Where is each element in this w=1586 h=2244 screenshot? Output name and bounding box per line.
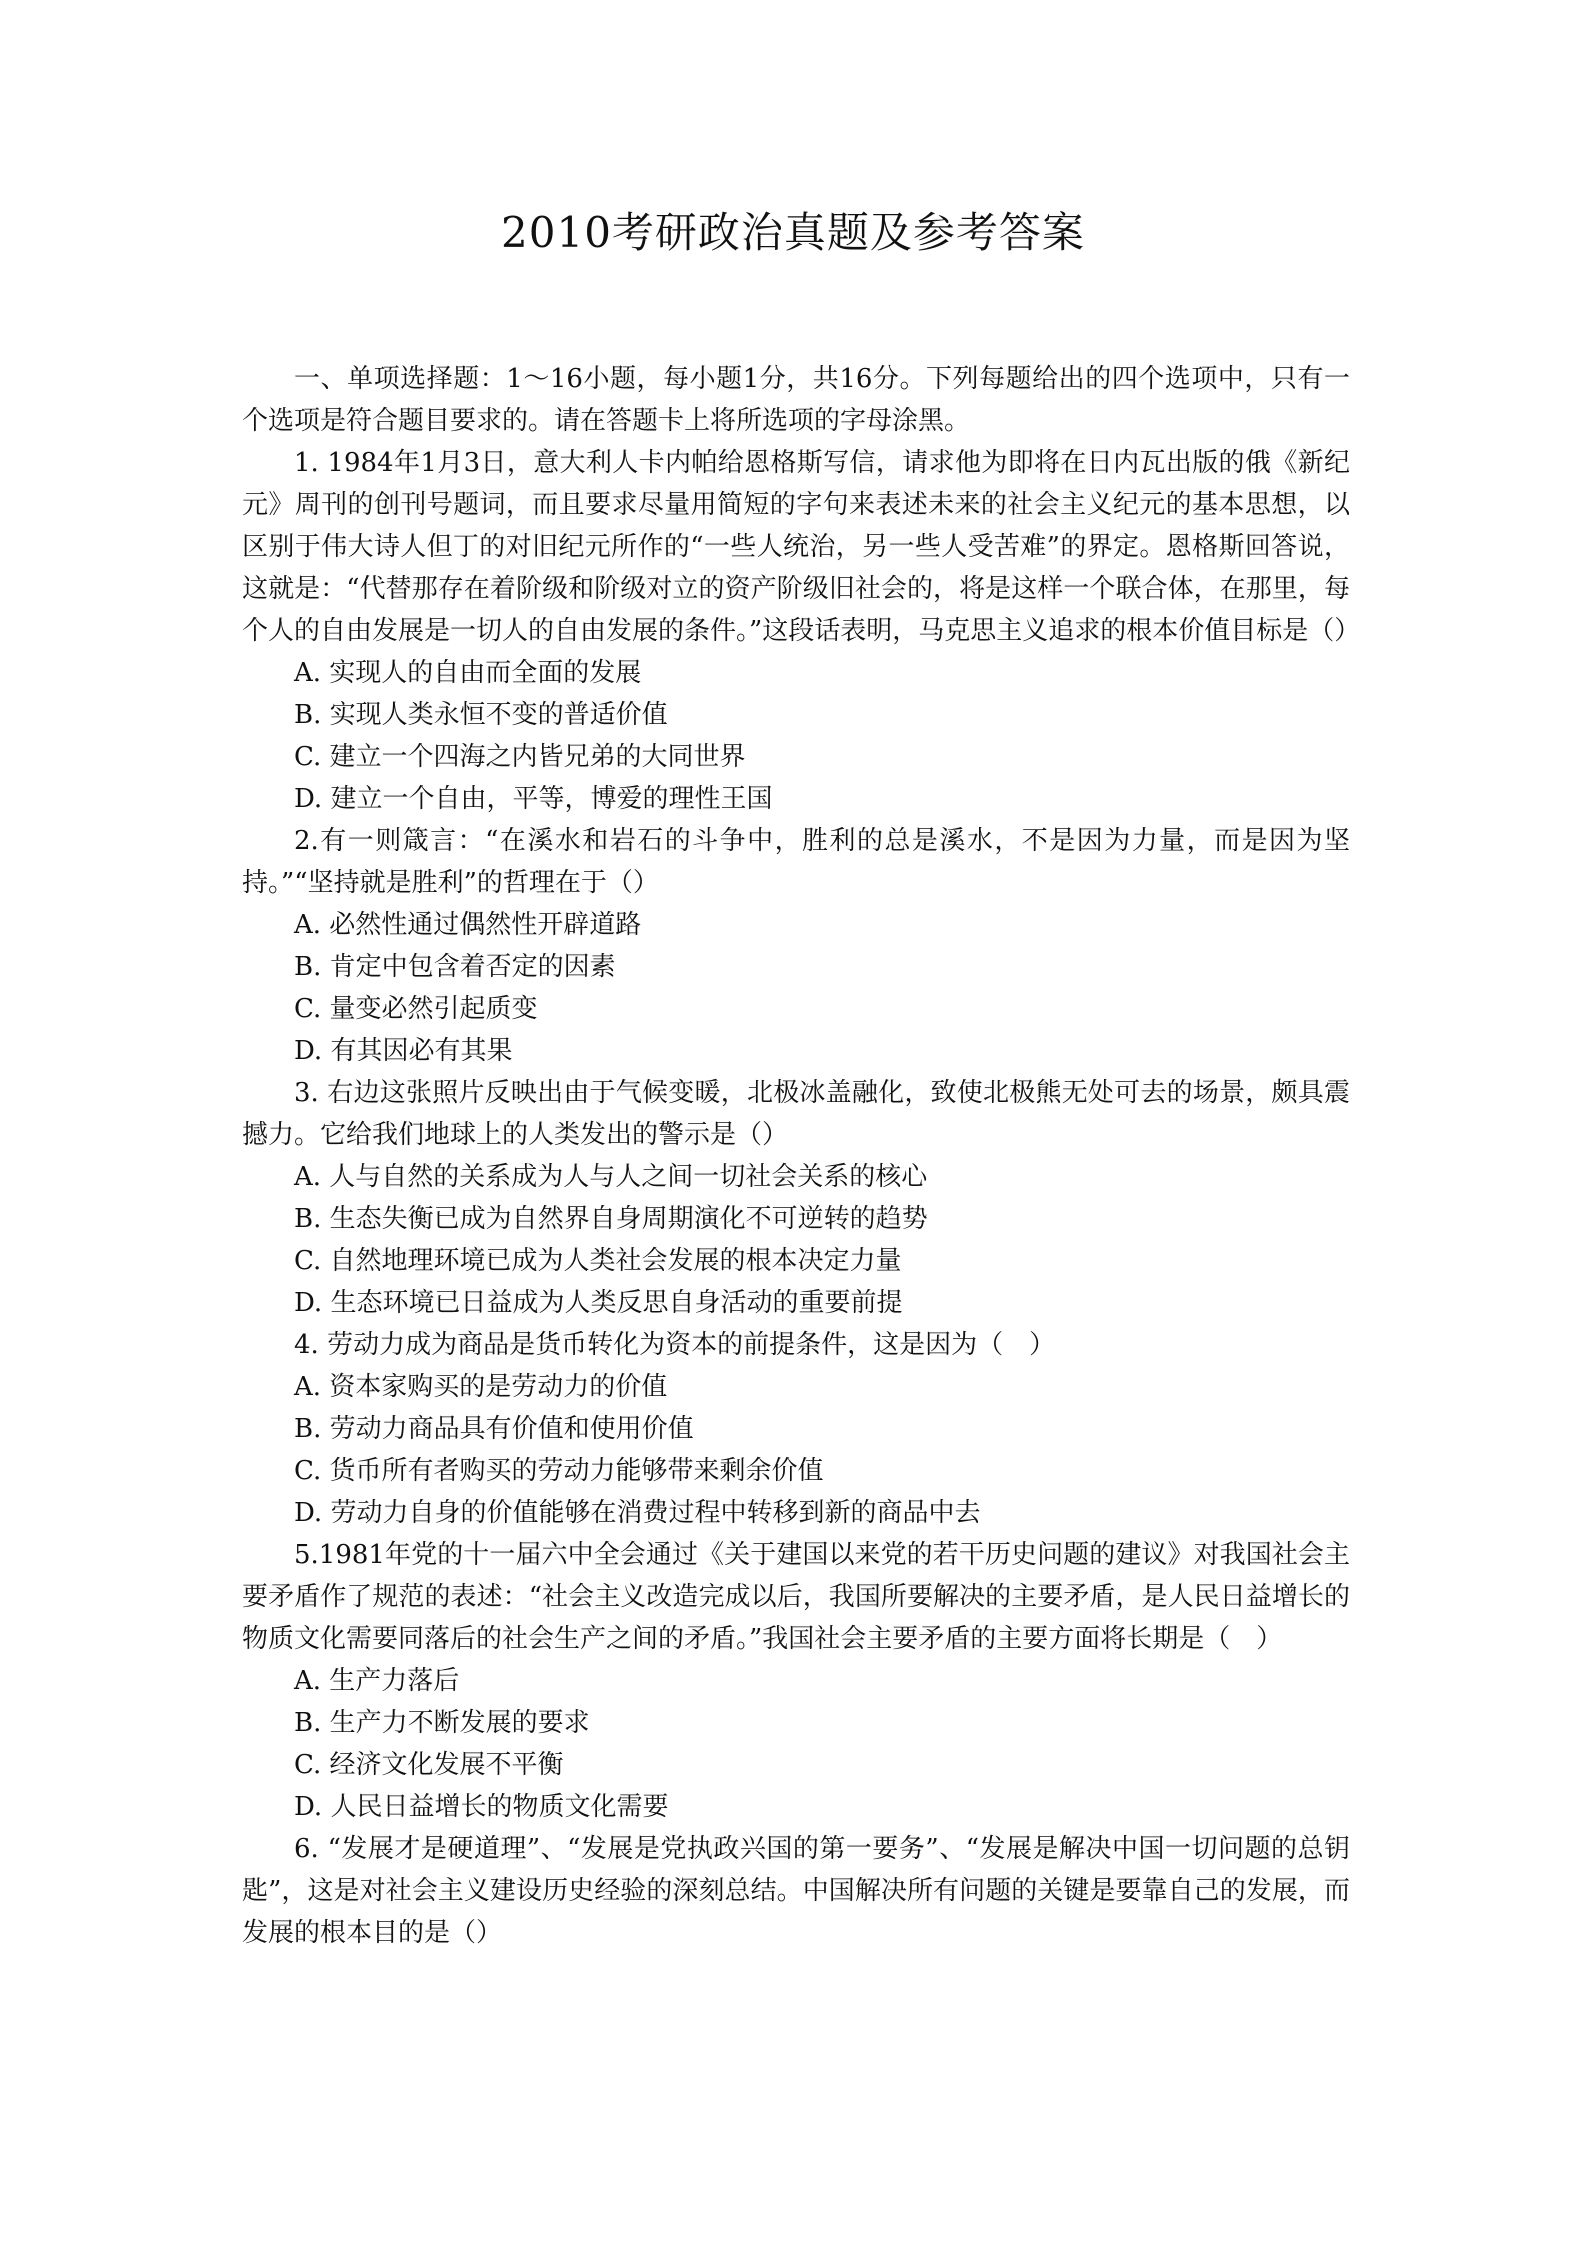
option-a: A. 实现人的自由而全面的发展 xyxy=(294,658,642,688)
document-body xyxy=(242,358,1361,1954)
question-1 xyxy=(242,442,1361,820)
option-a: A. 生产力落后 xyxy=(294,1666,460,1696)
option-a: A. 必然性通过偶然性开辟道路 xyxy=(294,910,642,940)
section-intro: 一、单项选择题：1～16小题，每小题1分，共16分。下列每题给出的四个选项中，只有一个选项是符合题目要求的。请在答题卡上将所选项的字母涂黑。 xyxy=(242,364,1350,436)
question-4 xyxy=(242,1324,1350,1534)
option-d: D. 有其因必有其果 xyxy=(294,1036,513,1066)
question-5 xyxy=(242,1534,1350,1828)
option-a: A. 资本家购买的是劳动力的价值 xyxy=(294,1372,668,1402)
option-b: B. 实现人类永恒不变的普适价值 xyxy=(294,700,668,730)
option-d: D. 建立一个自由，平等，博爱的理性王国 xyxy=(294,784,773,814)
option-d: D. 劳动力自身的价值能够在消费过程中转移到新的商品中去 xyxy=(294,1498,981,1528)
question-stem: 3. 右边这张照片反映出由于气候变暖，北极冰盖融化，致使北极熊无处可去的场景，颇具震撼力。它给我们地球上的人类发出的警示是（） xyxy=(242,1078,1350,1150)
option-b: B. 劳动力商品具有价值和使用价值 xyxy=(294,1414,694,1444)
option-d: D. 生态环境已日益成为人类反思自身活动的重要前提 xyxy=(294,1288,903,1318)
option-a: A. 人与自然的关系成为人与人之间一切社会关系的核心 xyxy=(294,1162,928,1192)
question-stem: 2.有一则箴言：“在溪水和岩石的斗争中，胜利的总是溪水，不是因为力量，而是因为坚持。”“坚持就是胜利”的哲理在于（） xyxy=(242,826,1350,898)
option-d: D. 人民日益增长的物质文化需要 xyxy=(294,1792,669,1822)
option-c: C. 经济文化发展不平衡 xyxy=(294,1750,564,1780)
option-b: B. 生产力不断发展的要求 xyxy=(294,1708,590,1738)
question-6 xyxy=(242,1828,1350,1954)
option-b: B. 肯定中包含着否定的因素 xyxy=(294,952,616,982)
question-stem: 5.1981年党的十一届六中全会通过《关于建国以来党的若干历史问题的建议》对我国社会主要矛盾作了规范的表述：“社会主义改造完成以后，我国所要解决的主要矛盾，是人民日益增长的物质文化需要同落后的社会生产之间的矛盾。”我国社会主要矛盾的主要方面将长期是（ ） xyxy=(242,1540,1350,1654)
option-c: C. 量变必然引起质变 xyxy=(294,994,538,1024)
question-2 xyxy=(242,820,1350,1072)
document-title: 2010考研政治真题及参考答案 xyxy=(501,208,1085,257)
question-stem: 1. 1984年1月3日，意大利人卡内帕给恩格斯写信，请求他为即将在日内瓦出版的俄《新纪元》周刊的创刊号题词，而且要求尽量用简短的字句来表述未来的社会主义纪元的基本思想，以区别于伟大诗人但丁的对旧纪元所作的“一些人统治，另一些人受苦难”的界定。恩格斯回答说，这就是：“代替那存在着阶级和阶级对立的资产阶级旧社会的，将是这样一个联合体，在那里，每个人的自由发展是一切人的自由发展的条件。”这段话表明，马克思主义追求的根本价值目标是（） xyxy=(242,448,1361,646)
option-b: B. 生态失衡已成为自然界自身周期演化不可逆转的趋势 xyxy=(294,1204,928,1234)
question-stem: 4. 劳动力成为商品是货币转化为资本的前提条件，这是因为（ ） xyxy=(294,1330,1056,1360)
question-stem: 6. “发展才是硬道理”、“发展是党执政兴国的第一要务”、“发展是解决中国一切问题的总钥匙”，这是对社会主义建设历史经验的深刻总结。中国解决所有问题的关键是要靠自己的发展，而发展的根本目的是（） xyxy=(242,1834,1350,1948)
option-c: C. 货币所有者购买的劳动力能够带来剩余价值 xyxy=(294,1456,824,1486)
question-3 xyxy=(242,1072,1350,1324)
option-c: C. 建立一个四海之内皆兄弟的大同世界 xyxy=(294,742,746,772)
option-c: C. 自然地理环境已成为人类社会发展的根本决定力量 xyxy=(294,1246,902,1276)
